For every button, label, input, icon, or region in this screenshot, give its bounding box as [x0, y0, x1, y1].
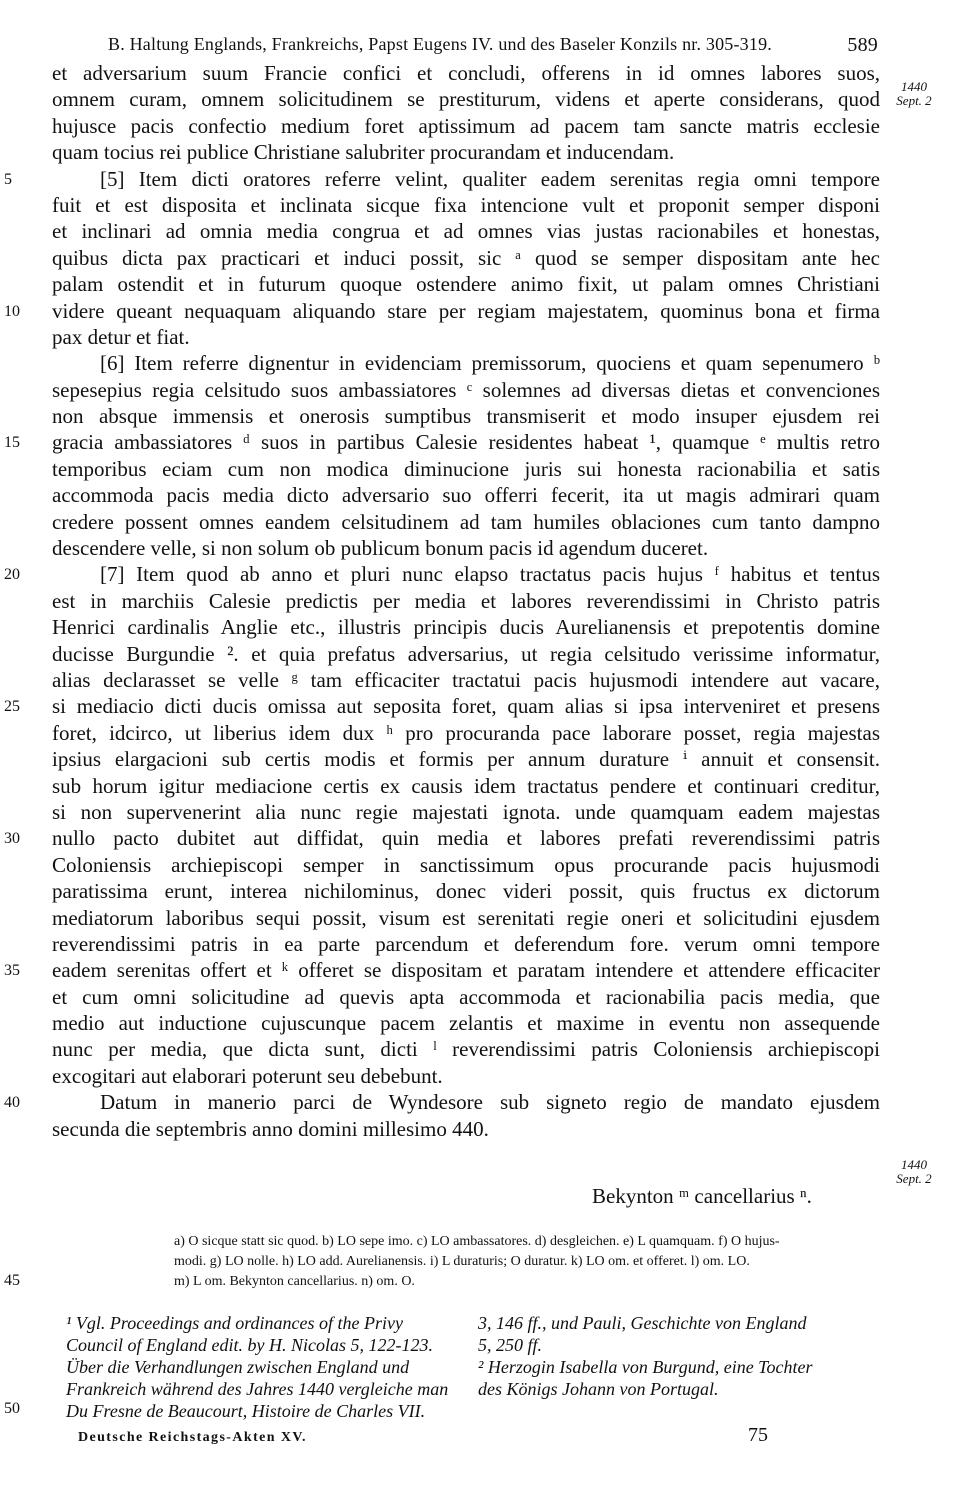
footnote-line: ¹ Vgl. Proceedings and ordinances of the Privy — [66, 1313, 403, 1333]
line-number: 40 — [4, 1094, 20, 1112]
signature: Bekynton ᵐ cancellarius ⁿ. — [592, 1184, 812, 1208]
line-text: descendere velle, si non solum ob publicum bonum pacis id agendum duceret. — [52, 536, 709, 561]
line-number: 5 — [4, 170, 12, 188]
footer-sheet-number: 75 — [748, 1424, 768, 1446]
line-number: 25 — [4, 698, 20, 716]
line-text: omnem curam, omnem solicitudinem se prestiturum, videns et aperte considerans, quod — [52, 87, 880, 112]
footnotes-right — [478, 1312, 878, 1400]
line-text: credere possent omnes eandem celsitudinem ad tam humiles oblaciones cum tanto dampno — [52, 509, 880, 534]
text-line — [52, 218, 880, 244]
footer-series: Deutsche Reichstags-Akten XV. — [78, 1430, 307, 1445]
text-line — [52, 641, 880, 667]
text-line — [52, 271, 880, 297]
line-text: eadem serenitas offert et ᵏ offeret se dispositam et paratam intendere et attendere efficaciter — [52, 958, 880, 983]
line-text: [5] Item dicti oratores referre velint, qualiter eadem serenitas regia omni tempore — [100, 166, 880, 191]
line-text: fuit et est disposita et inclinata sicque fixa intencione vult et proponit semper disponi — [52, 192, 880, 217]
margin-year: 1440 — [901, 1157, 927, 1172]
text-line — [52, 852, 880, 878]
text-line — [52, 905, 880, 931]
footnote-line: des Königs Johann von Portugal. — [478, 1379, 719, 1399]
text-line — [4, 561, 880, 587]
text-line — [52, 746, 880, 772]
line-text: quam tocius rei publice Christiane salubriter procurandam et inducendam. — [52, 140, 675, 165]
text-line — [4, 166, 880, 192]
text-line — [52, 720, 880, 746]
margin-day: Sept. 2 — [896, 93, 932, 108]
line-text: sepesepius regia celsitudo suos ambassiatores ᶜ solemnes ad diversas dietas et convenciones — [52, 377, 880, 402]
text-line — [52, 878, 880, 904]
line-text: secunda die septembris anno domini millesimo 440. — [52, 1116, 489, 1141]
line-number: 50 — [4, 1400, 20, 1417]
text-line — [52, 377, 880, 403]
text-line — [52, 1063, 880, 1089]
line-text: medio aut inductione cujuscunque pacem zelantis et maxime in eventu non assequende — [52, 1011, 880, 1036]
page-number: 589 — [847, 34, 878, 56]
text-line — [52, 192, 880, 218]
line-text: reverendissimi patris in ea parte parcendum et deferendum fore. verum omni tempore — [52, 931, 880, 956]
text-line — [52, 667, 880, 693]
running-header — [108, 34, 878, 55]
footnote-line: Du Fresne de Beaucourt, Histoire de Charles VII. — [66, 1401, 426, 1421]
text-line — [52, 482, 880, 508]
line-text: [6] Item referre dignentur in evidenciam premissorum, quociens et quam sepenumero ᵇ — [100, 351, 880, 376]
text-line — [52, 535, 880, 561]
line-text: nullo pacto dubitet aut diffidat, quin media et labores prefati reverendissimi patris — [52, 826, 880, 851]
footnote-line: Frankreich während des Jahres 1440 vergleiche man — [66, 1379, 449, 1399]
line-text: pax detur et fiat. — [52, 324, 190, 349]
line-text: foret, idcirco, ut liberius idem dux ʰ pro procuranda pace laborare posset, regia majestas — [52, 720, 880, 745]
line-text: [7] Item quod ab anno et pluri nunc elapso tractatus pacis hujus ᶠ habitus et tentus — [100, 562, 880, 587]
footnote-line: 3, 146 ff., und Pauli, Geschichte von England — [478, 1313, 807, 1333]
footnote-line: 5, 250 ff. — [478, 1335, 543, 1355]
text-line — [52, 245, 880, 271]
text-line — [52, 1036, 880, 1062]
text-line — [4, 429, 880, 455]
text-line — [52, 60, 880, 86]
line-text: non absque immensis et onerosis sumptibus transmiserit et modo insuper ejusdem rei — [52, 404, 880, 429]
line-text: si mediacio dicti ducis omissa aut seposita foret, quam alias si ipsa interveniret et presens — [52, 694, 880, 719]
line-text: nunc per media, que dicta sunt, dicti ˡ reverendissimi patris Coloniensis archiepiscopi — [52, 1037, 880, 1062]
text-line — [52, 1010, 880, 1036]
footnotes-left — [66, 1312, 456, 1422]
margin-year: 1440 — [901, 79, 927, 94]
text-line — [52, 350, 880, 376]
text-line — [52, 773, 880, 799]
line-text: paratissima erunt, interea nichilominus, donec videri possit, quis fructus ex dictorum — [52, 879, 880, 904]
footnote-line: ² Herzogin Isabella von Burgund, eine Tochter — [478, 1357, 813, 1377]
text-line — [52, 799, 880, 825]
line-text: et adversarium suum Francie confici et concludi, offerens in id omnes labores suos, — [52, 61, 880, 85]
text-line — [52, 588, 880, 614]
text-line — [52, 614, 880, 640]
line-text: hujusce pacis confectio medium foret aptissimum ad pacem tam sancte matris ecclesie — [52, 113, 880, 138]
line-text: excogitari aut elaborari poterunt seu debebunt. — [52, 1063, 443, 1088]
apparatus-line: modi. g) LO nolle. h) LO add. Aurelianensis. i) L duraturis; O duratur. k) LO om. et offeret. l) om. LO. — [174, 1254, 750, 1269]
footnote-line: Council of England edit. by H. Nicolas 5, 122-123. — [66, 1335, 433, 1355]
line-text: Coloniensis archiepiscopi semper in sanctissimum opus procurande pacis hujusmodi — [52, 852, 880, 877]
text-line — [52, 86, 880, 112]
main-text — [4, 60, 880, 1142]
line-number: 20 — [4, 566, 20, 584]
line-text: Henrici cardinalis Anglie etc., illustris principis ducis Aurelianensis et prepotentis domine — [52, 615, 880, 640]
text-line — [52, 403, 880, 429]
text-line — [52, 984, 880, 1010]
line-number: 15 — [4, 434, 20, 452]
line-text: accommoda pacis media dicto adversario suo offerri fecerit, ita ut magis admirari quam — [52, 483, 880, 508]
line-text: ducisse Burgundie ². et quia prefatus adversarius, ut regia celsitudo verissime informatur, — [52, 641, 880, 666]
text-line — [52, 324, 880, 350]
text-line — [4, 1089, 880, 1115]
apparatus-line: m) L om. Bekynton cancellarius. n) om. O. — [174, 1274, 415, 1289]
apparatus-line: a) O sicque statt sic quod. b) LO sepe imo. c) LO ambassatores. d) desgleichen. e) L quamquam. f) O hujus- — [174, 1234, 780, 1249]
line-number: 30 — [4, 830, 20, 848]
text-line — [52, 113, 880, 139]
text-line — [52, 456, 880, 482]
text-line — [4, 693, 880, 719]
line-text: et inclinari ad omnia media congrua et ad omnes vias justas racionabiles et honestas, — [52, 219, 880, 244]
line-number: 45 — [4, 1272, 20, 1289]
text-line — [4, 825, 880, 851]
line-number: 10 — [4, 302, 20, 320]
text-line — [52, 139, 880, 165]
margin-day: Sept. 2 — [896, 1171, 932, 1186]
critical-apparatus — [174, 1232, 884, 1292]
line-text: mediatorum laboribus sequi possit, visum est serenitati regie oneri et solicitudini ejusdem — [52, 905, 880, 930]
line-text: palam ostendit et in futurum quoque ostendere animo fixit, ut palam omnes Christiani — [52, 272, 880, 297]
text-line — [52, 509, 880, 535]
line-text: sub horum igitur mediacione certis ex causis idem tractatus pendere et continuari creditur, — [52, 773, 880, 798]
line-text: si non supervenerint alia nunc regie majestati ignota. unde quamquam eadem majestas — [52, 799, 880, 824]
text-line — [4, 957, 880, 983]
line-text: temporibus eciam cum non modica diminucione juris sui honesta racionabilia et satis — [52, 456, 880, 481]
line-number: 35 — [4, 962, 20, 980]
text-line — [52, 1116, 880, 1142]
line-text: videre queant nequaquam aliquando stare per regiam majestatem, quominus bona et firma — [52, 298, 880, 323]
running-title: B. Haltung Englands, Frankreichs, Papst Eugens IV. und des Baseler Konzils nr. 305-319. — [108, 34, 772, 54]
text-line — [4, 298, 880, 324]
footnote-line: Über die Verhandlungen zwischen England und — [66, 1357, 410, 1377]
text-line — [52, 931, 880, 957]
line-text: gracia ambassiatores ᵈ suos in partibus Calesie residentes habeat ¹, quamque ᵉ multis retro — [52, 430, 880, 455]
margin-date-bottom — [884, 1158, 944, 1186]
line-text: est in marchiis Calesie predictis per media et labores reverendissimi in Christo patris — [52, 588, 880, 613]
line-text: quibus dicta pax practicari et induci possit, sic ᵃ quod se semper dispositam ante hec — [52, 245, 880, 270]
line-text: et cum omni solicitudine ad quevis apta accommoda et racionabilia pacis media, que — [52, 984, 880, 1009]
line-text: Datum in manerio parci de Wyndesore sub signeto regio de mandato ejusdem — [100, 1090, 880, 1115]
line-text: alias declarasset se velle ᵍ tam efficaciter tractatui pacis hujusmodi intendere aut vacare, — [52, 667, 880, 692]
margin-date-top — [884, 80, 944, 108]
line-text: ipsius elargacioni sub certis modis et formis per annum durature ⁱ annuit et consensit. — [52, 747, 880, 772]
